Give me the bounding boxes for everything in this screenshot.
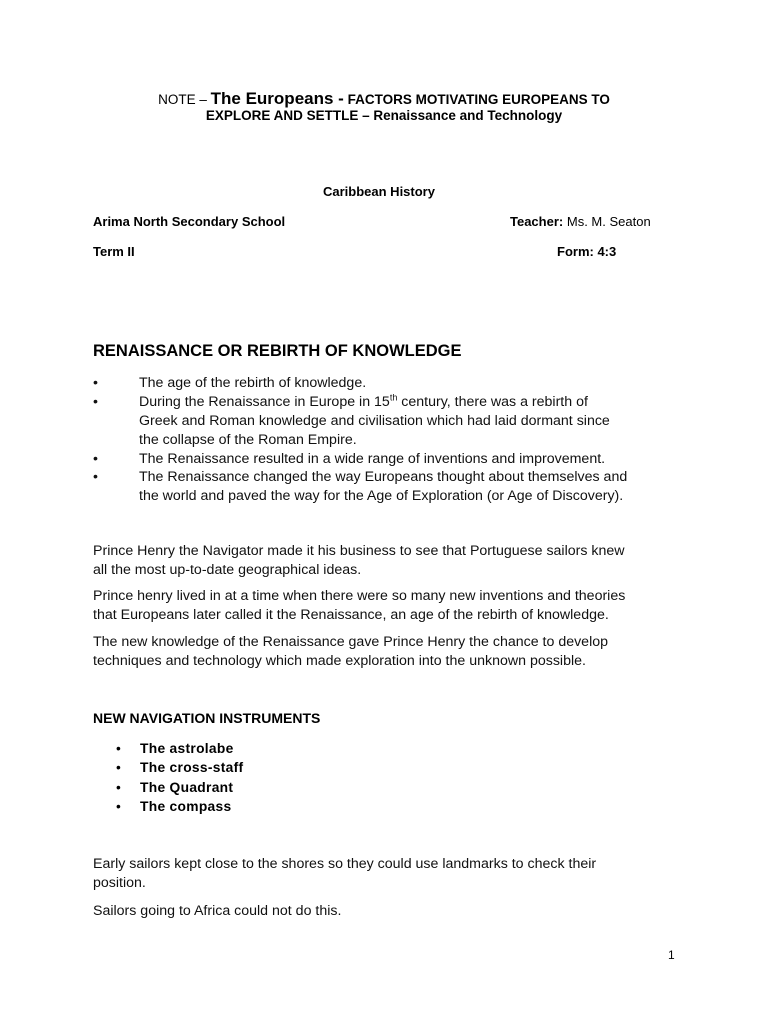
instrument-name: The Quadrant: [140, 780, 234, 795]
title-rest: FACTORS MOTIVATING EUROPEANS TO: [347, 92, 610, 107]
list-item-text: the collapse of the Roman Empire.: [139, 432, 357, 448]
navigation-heading: NEW NAVIGATION INSTRUMENTS: [93, 710, 321, 726]
list-item-text: Greek and Roman knowledge and civilisation which had laid dormant since: [139, 413, 610, 429]
document-title-line-2: [0, 108, 768, 123]
title-emphasis: The Europeans -: [210, 89, 344, 108]
teacher-name: Ms. M. Seaton: [566, 214, 651, 229]
paragraph-line: techniques and technology which made exploration into the unknown possible.: [93, 653, 586, 669]
list-item-text: The age of the rebirth of knowledge.: [139, 375, 367, 391]
bullet-icon: •: [116, 741, 121, 756]
bullet-icon: •: [116, 799, 121, 814]
text-segment: During the Renaissance in Europe in 15: [139, 394, 390, 410]
paragraph-line: The new knowledge of the Renaissance gave Prince Henry the chance to develop: [93, 634, 609, 650]
document-title-line-1: [0, 89, 768, 109]
paragraph-line: Early sailors kept close to the shores so they could use landmarks to check their: [93, 856, 597, 872]
bullet-icon: •: [93, 451, 98, 467]
title-prefix: NOTE –: [158, 92, 207, 107]
bullet-icon: •: [116, 780, 121, 795]
bullet-icon: •: [93, 394, 98, 410]
title-line2-part1: EXPLORE AND SETTLE –: [205, 108, 370, 123]
paragraph-line: Sailors going to Africa could not do this.: [93, 903, 342, 919]
school-name: Arima North Secondary School: [93, 214, 286, 229]
list-item-text: The Renaissance resulted in a wide range of inventions and improvement.: [139, 451, 606, 467]
list-item-text: [139, 393, 588, 412]
list-item-text: The Renaissance changed the way Europeans thought about themselves and: [139, 469, 628, 485]
text-segment: century, there was a rebirth of: [397, 394, 588, 410]
page-number: 1: [668, 948, 675, 962]
term-label: Term II: [93, 244, 135, 259]
superscript: th: [389, 392, 398, 403]
title-line2-part2: Renaissance and Technology: [373, 108, 563, 123]
paragraph-line: all the most up-to-date geographical ideas.: [93, 562, 362, 578]
paragraph-line: that Europeans later called it the Renaissance, an age of the rebirth of knowledge.: [93, 607, 609, 623]
renaissance-heading: RENAISSANCE OR REBIRTH OF KNOWLEDGE: [93, 342, 462, 360]
subject-label: Caribbean History: [323, 184, 435, 199]
paragraph-line: position.: [93, 875, 146, 891]
bullet-icon: •: [116, 760, 121, 775]
instrument-name: The cross-staff: [140, 760, 244, 775]
instrument-name: The compass: [140, 799, 232, 814]
teacher-info: [510, 214, 651, 229]
paragraph-line: Prince Henry the Navigator made it his business to see that Portuguese sailors knew: [93, 543, 625, 559]
list-item-text: the world and paved the way for the Age of Exploration (or Age of Discovery).: [139, 488, 624, 504]
instrument-name: The astrolabe: [140, 741, 234, 756]
form-label: Form: 4:3: [557, 244, 617, 259]
paragraph-line: Prince henry lived in at a time when there were so many new inventions and theories: [93, 588, 626, 604]
bullet-icon: •: [93, 469, 98, 485]
bullet-icon: •: [93, 375, 98, 391]
teacher-label: Teacher:: [510, 214, 564, 229]
